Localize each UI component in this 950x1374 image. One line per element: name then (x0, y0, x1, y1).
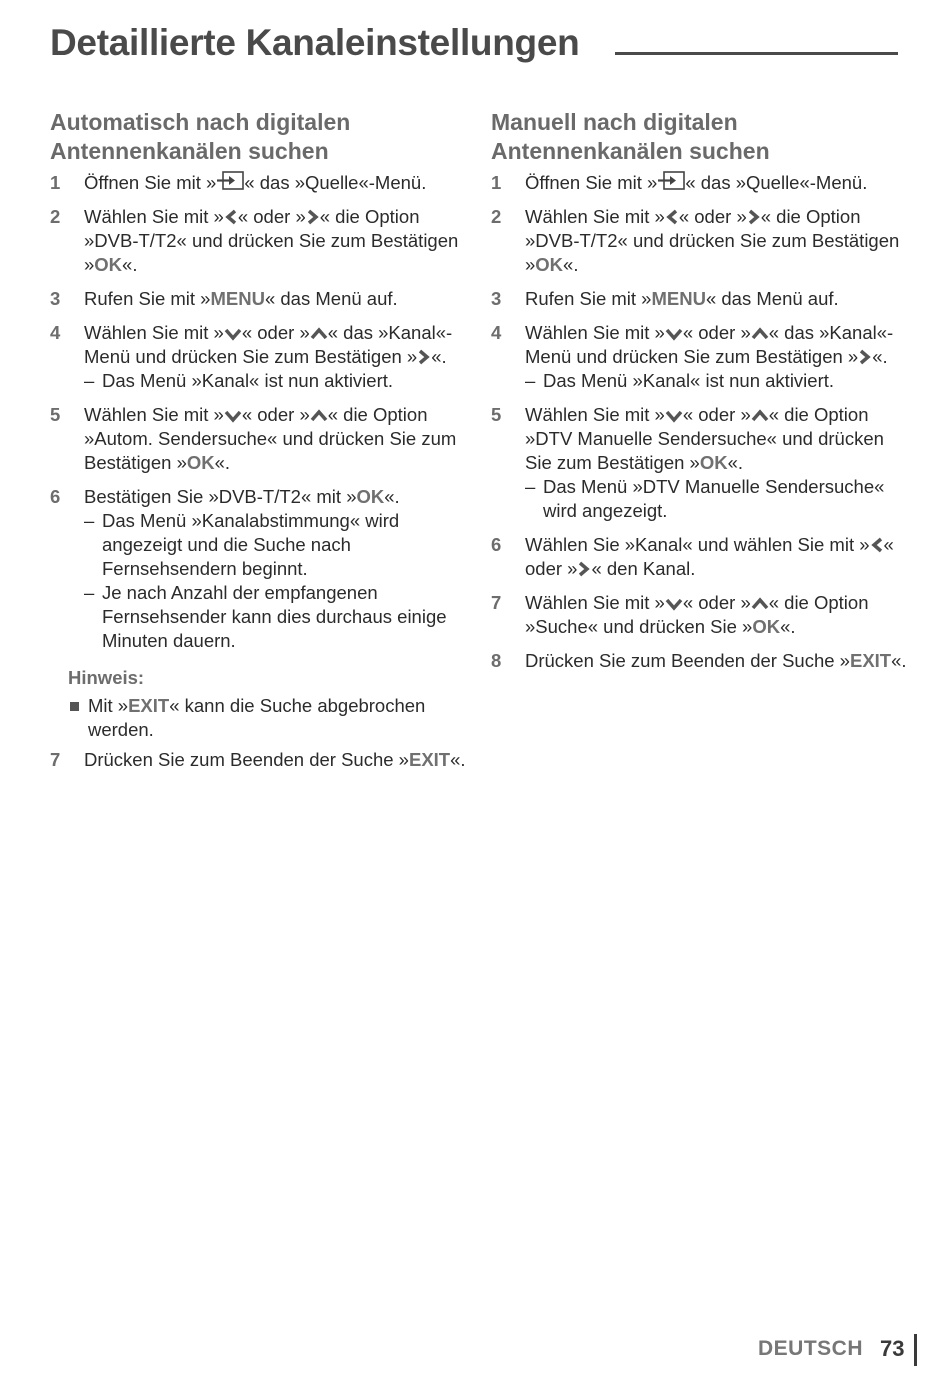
ok-key: OK (535, 254, 564, 275)
step-text: Wählen Sie mit » (84, 206, 224, 227)
arrow-right-icon (417, 349, 431, 365)
step-text: Wählen Sie mit » (525, 404, 665, 425)
arrow-up-icon (751, 597, 769, 611)
ok-key: OK (94, 254, 123, 275)
step-text: « das Menü auf. (264, 288, 398, 309)
step-number: 2 (491, 206, 502, 227)
step-text: «. (431, 346, 447, 367)
menu-key: MENU (651, 288, 706, 309)
step-text: Bestätigen Sie »DVB-T/T2« mit » (84, 486, 357, 507)
step-text: Wählen Sie mit » (84, 322, 224, 343)
step-text: Öffnen Sie mit » (525, 172, 658, 193)
step-number: 3 (50, 288, 61, 309)
ok-key: OK (699, 452, 728, 473)
step-text: « oder » (241, 322, 310, 343)
note-text: Mit » (88, 695, 129, 716)
step-text: Rufen Sie mit » (525, 288, 652, 309)
source-input-icon (657, 171, 685, 191)
arrow-down-icon (665, 597, 683, 611)
dash-item (84, 509, 470, 581)
step-7 (491, 591, 911, 639)
step-text: « oder » (525, 534, 894, 579)
step-number: 7 (50, 749, 61, 770)
dash-mark: – (84, 510, 95, 531)
step-text: « den Kanal. (591, 558, 696, 579)
arrow-right-icon (858, 349, 872, 365)
dash-text: Je nach Anzahl der empfangenen Fernsehsender kann dies durchaus einige Minuten dauern. (102, 582, 447, 651)
step-text: « das »Quelle«-Menü. (685, 172, 868, 193)
section-heading: Manuell nach digitalen Antennenkanälen suchen (491, 109, 770, 164)
step-text: « die Option »Suche« und drücken Sie » (525, 592, 869, 637)
step-text: Wählen Sie »Kanal« und wählen Sie mit » (525, 534, 870, 555)
step-text: Wählen Sie mit » (84, 404, 224, 425)
step-number: 8 (491, 650, 502, 671)
step-2 (50, 205, 470, 277)
arrow-up-icon (751, 409, 769, 423)
step-3 (491, 287, 911, 311)
exit-key: EXIT (849, 650, 892, 671)
step-text: Wählen Sie mit » (525, 592, 665, 613)
step-number: 1 (50, 172, 61, 193)
step-text: « das »Quelle«-Menü. (244, 172, 427, 193)
dash-mark: – (84, 370, 95, 391)
step-text: « oder » (678, 206, 747, 227)
arrow-down-icon (665, 327, 683, 341)
step-1 (491, 171, 911, 195)
step-text: «. (122, 254, 138, 275)
ok-key: OK (356, 486, 385, 507)
dash-mark: – (525, 370, 536, 391)
arrow-right-icon (747, 209, 761, 225)
step-text: Drücken Sie zum Beenden der Suche » (84, 749, 409, 770)
step-5 (50, 403, 470, 475)
step-1 (50, 171, 470, 195)
step-5 (491, 403, 911, 523)
step-6 (491, 533, 911, 581)
step-text: « oder » (682, 592, 751, 613)
arrow-left-icon (224, 209, 238, 225)
dash-text: Das Menü »Kanal« ist nun aktiviert. (102, 370, 394, 391)
step-text: «. (891, 650, 907, 671)
arrow-left-icon (665, 209, 679, 225)
step-text: «. (727, 452, 744, 473)
arrow-down-icon (224, 327, 242, 341)
dash-text: Das Menü »Kanalabstimmung« wird angezeigt und die Suche nach Fernsehsendern beginnt. (102, 510, 400, 579)
step-text: Rufen Sie mit » (84, 288, 211, 309)
step-number: 5 (50, 404, 61, 425)
step-text: «. (872, 346, 888, 367)
dash-item (84, 369, 470, 393)
arrow-up-icon (751, 327, 769, 341)
dash-item (525, 475, 911, 523)
note-item (68, 694, 470, 742)
left-column (50, 108, 470, 782)
step-text: Drücken Sie zum Beenden der Suche » (525, 650, 850, 671)
step-number: 6 (491, 534, 502, 555)
note-heading: Hinweis: (68, 667, 145, 688)
step-text: « die Option »DTV Manuelle Sendersuche« und drücken Sie zum Bestätigen » (525, 404, 884, 473)
step-number: 1 (491, 172, 502, 193)
section-heading: Automatisch nach digitalen Antennenkanälen suchen (50, 109, 351, 164)
title-rule (615, 52, 898, 55)
step-text: « das Menü auf. (705, 288, 839, 309)
step-text: « das »Kanal«-Menü und drücken Sie zum Bestätigen » (525, 322, 894, 367)
dash-text: Das Menü »DTV Manuelle Sendersuche« wird angezeigt. (543, 476, 885, 521)
step-text: « oder » (237, 206, 306, 227)
step-8 (491, 649, 911, 673)
step-text: « oder » (682, 404, 751, 425)
dash-mark: – (84, 582, 95, 603)
footer-language: DEUTSCH (758, 1337, 864, 1360)
note-text: « kann die Suche abgebrochen werden. (88, 695, 426, 740)
step-text: «. (384, 486, 400, 507)
arrow-right-icon (306, 209, 320, 225)
step-text: «. (780, 616, 796, 637)
step-text: «. (450, 749, 466, 770)
bullet-square-icon (70, 702, 79, 711)
step-text: «. (214, 452, 231, 473)
arrow-up-icon (310, 327, 328, 341)
dash-item (525, 369, 911, 393)
menu-key: MENU (210, 288, 265, 309)
step-7 (50, 748, 470, 772)
right-column (491, 108, 911, 683)
step-6 (50, 485, 470, 653)
arrow-up-icon (310, 409, 328, 423)
arrow-down-icon (665, 409, 683, 423)
exit-key: EXIT (408, 749, 451, 770)
step-text: « die Option »DVB-T/T2« und drücken Sie zum Bestätigen » (84, 206, 459, 275)
ok-key: OK (752, 616, 781, 637)
step-number: 6 (50, 486, 61, 507)
step-text: «. (563, 254, 579, 275)
step-text: « oder » (241, 404, 310, 425)
step-text: « das »Kanal«-Menü und drücken Sie zum Bestätigen » (84, 322, 453, 367)
step-4 (491, 321, 911, 393)
page-number: 73 (880, 1336, 905, 1361)
ok-key: OK (186, 452, 215, 473)
step-number: 2 (50, 206, 61, 227)
step-number: 4 (491, 322, 502, 343)
page-title: Detaillierte Kanaleinstellungen (50, 22, 580, 63)
source-input-icon (216, 171, 244, 191)
arrow-right-icon (577, 561, 591, 577)
step-text: « die Option »Autom. Sendersuche« und drücken Sie zum Bestätigen » (84, 404, 457, 473)
step-2 (491, 205, 911, 277)
step-text: Öffnen Sie mit » (84, 172, 217, 193)
step-number: 5 (491, 404, 502, 425)
step-3 (50, 287, 470, 311)
step-text: Wählen Sie mit » (525, 322, 665, 343)
step-number: 3 (491, 288, 502, 309)
arrow-down-icon (224, 409, 242, 423)
step-number: 7 (491, 592, 502, 613)
dash-item (84, 581, 470, 653)
dash-mark: – (525, 476, 536, 497)
arrow-left-icon (870, 537, 884, 553)
step-text: « die Option »DVB-T/T2« und drücken Sie zum Bestätigen » (525, 206, 900, 275)
step-text: « oder » (682, 322, 751, 343)
page-number-rule (914, 1334, 917, 1366)
step-number: 4 (50, 322, 61, 343)
step-text: Wählen Sie mit » (525, 206, 665, 227)
dash-text: Das Menü »Kanal« ist nun aktiviert. (543, 370, 835, 391)
step-4 (50, 321, 470, 393)
exit-key: EXIT (128, 695, 170, 716)
